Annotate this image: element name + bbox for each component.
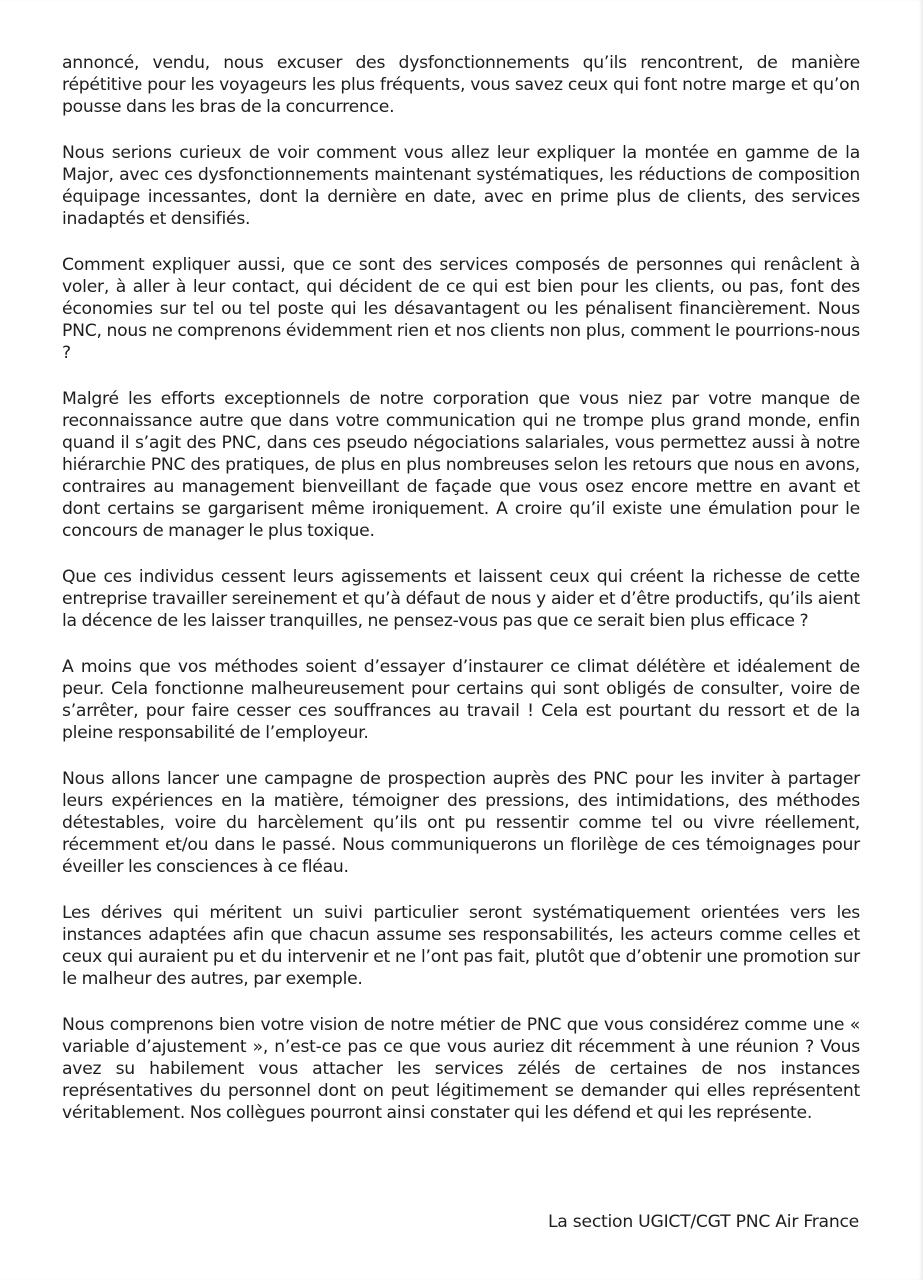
paragraph: Nous serions curieux de voir comment vous allez leur expliquer la montée en gamme de la Major, avec ces dysfonctionnements maintenant systématiques, les réductions de composition équipage incessantes, dont la dernière en date, avec en prime plus de clients, des services inadaptés et densifiés. [62, 143, 860, 229]
paragraph: Comment expliquer aussi, que ce sont des services composés de personnes qui renâclent à voler, à aller à leur contact, qui décident de ce qui est bien pour les clients, ou pas, font des économies sur tel ou tel poste qui les désavantagent ou les pénalisent financièrement. Nous PNC, nous ne comprenons évidemment rien et nos clients non plus, comment le pourrions-nous ? [62, 255, 860, 363]
paragraph: Nous allons lancer une campagne de prospection auprès des PNC pour les inviter à partager leurs expériences en la matière, témoigner des pressions, des intimidations, des méthodes détestables, voire du harcèlement qu’ils ont pu ressentir comme tel ou vivre réellement, récemment et/ou dans le passé. Nous communiquerons un florilège de ces témoignages pour éveiller les consciences à ce fléau. [62, 769, 860, 877]
signature: La section UGICT/CGT PNC Air France [547, 1212, 859, 1232]
paragraph: Nous comprenons bien votre vision de notre métier de PNC que vous considérez comme une « variable d’ajustement », n’est-ce pas ce que vous auriez dit récemment à une réunion ? Vous avez su habilement vous attacher les services zélés de certaines de nos instances représentatives du personnel dont on peut légitimement se demander qui elles représentent véritablement. Nos collègues pourront ainsi constater qui les défend et qui les représente. [62, 1015, 860, 1123]
paragraph: Les dérives qui méritent un suivi particulier seront systématiquement orientées vers les instances adaptées afin que chacun assume ses responsabilités, les acteurs comme celles et ceux qui auraient pu et du intervenir et ne l’ont pas fait, plutôt que d’obtenir une promotion sur le malheur des autres, par exemple. [62, 903, 860, 989]
paragraph: annoncé, vendu, nous excuser des dysfonctionnements qu’ils rencontrent, de manière répétitive pour les voyageurs les plus fréquents, vous savez ceux qui font notre marge et qu’on pousse dans les bras de la concurrence. [62, 53, 860, 117]
paragraph: Que ces individus cessent leurs agissements et laissent ceux qui créent la richesse de cette entreprise travailler sereinement et qu’à défaut de nous y aider et d’être productifs, qu’ils aient la décence de les laisser tranquilles, ne pensez-vous pas que ce serait bien plus efficace ? [62, 567, 860, 631]
document-body [62, 52, 860, 1148]
paragraph: A moins que vos méthodes soient d’essayer d’instaurer ce climat délétère et idéalement de peur. Cela fonctionne malheureusement pour certains qui sont obligés de consulter, voire de s’arrêter, pour faire cesser ces souffrances au travail ! Cela est pourtant du ressort et de la pleine responsabilité de l’employeur. [62, 657, 860, 743]
paragraph: Malgré les efforts exceptionnels de notre corporation que vous niez par votre manque de reconnaissance autre que dans votre communication qui ne trompe plus grand monde, enfin quand il s’agit des PNC, dans ces pseudo négociations salariales, vous permettez aussi à notre hiérarchie PNC des pratiques, de plus en plus nombreuses selon les retours que nous en avons, contraires au management bienveillant de façade que vous osez encore mettre en avant et dont certains se gargarisent même ironiquement. A croire qu’il existe une émulation pour le concours de manager le plus toxique. [62, 389, 860, 541]
